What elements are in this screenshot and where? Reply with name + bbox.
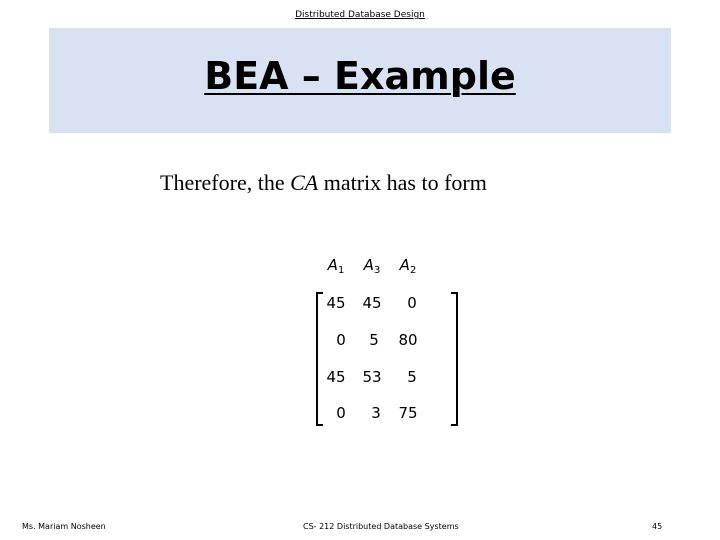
subtitle-suffix: matrix has to form (318, 170, 487, 195)
column-header-index: 3 (373, 265, 381, 276)
matrix-cell-r3-c2: 53 (362, 368, 382, 386)
column-header-index: 1 (337, 265, 345, 276)
matrix-left-bracket (316, 292, 323, 426)
matrix-cell-r1-c1: 45 (326, 294, 346, 312)
footer-course: CS- 212 Distributed Database Systems (303, 522, 459, 531)
footer-page-number: 45 (652, 522, 663, 531)
column-header-letter: A (363, 256, 374, 274)
column-header-a1 (321, 256, 351, 276)
subtitle-italic: CA (290, 170, 319, 195)
column-header-letter: A (327, 256, 338, 274)
column-header-letter: A (399, 256, 410, 274)
matrix-cell-r1-c2: 45 (362, 294, 382, 312)
footer-author: Ms. Mariam Nosheen (22, 522, 106, 531)
matrix-cell-r2-c3: 80 (398, 331, 418, 349)
header-caption: Distributed Database Design (295, 10, 425, 20)
column-header-a2 (393, 256, 423, 276)
column-header-index: 2 (409, 265, 417, 276)
column-header-a3 (357, 256, 387, 276)
matrix-cell-r4-c1: 0 (336, 404, 346, 422)
matrix-cell-r4-c2: 3 (371, 404, 381, 422)
matrix-cell-r3-c3: 5 (407, 368, 417, 386)
matrix-right-bracket (451, 292, 458, 426)
matrix-cell-r2-c2: 5 (369, 331, 379, 349)
subtitle-prefix: Therefore, the (160, 170, 291, 195)
matrix-cell-r4-c3: 75 (398, 404, 418, 422)
subtitle (160, 170, 487, 196)
matrix-cell-r1-c3: 0 (407, 294, 417, 312)
matrix-cell-r2-c1: 0 (336, 331, 346, 349)
slide-title: BEA – Example (204, 54, 516, 98)
matrix-cell-r3-c1: 45 (326, 368, 346, 386)
